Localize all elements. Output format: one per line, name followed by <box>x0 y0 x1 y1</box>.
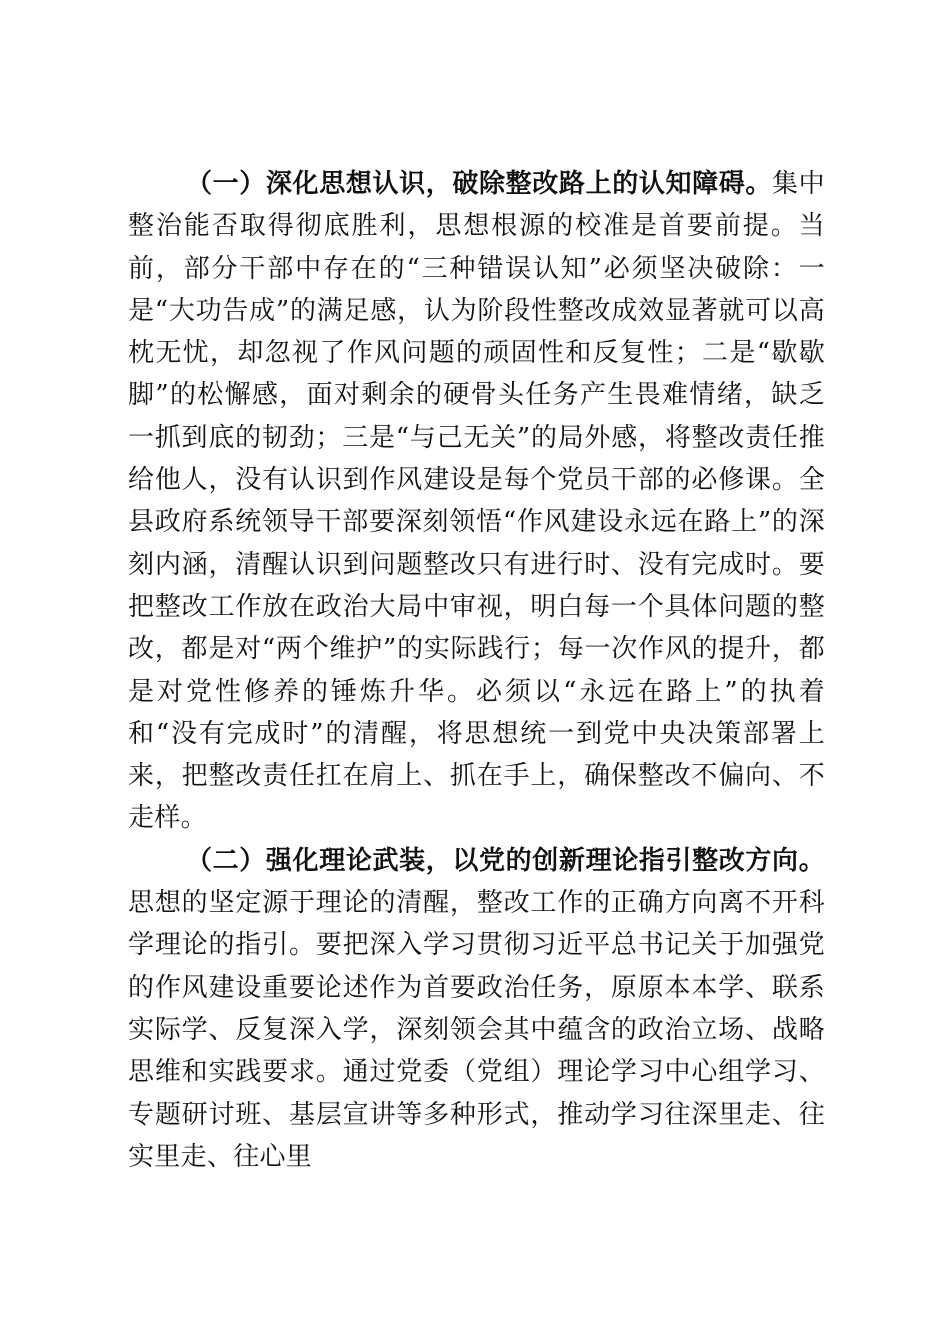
paragraph-2-heading: （二）强化理论武装，以党的创新理论指引整改方向。 <box>186 845 825 876</box>
paragraph-2-body: 思想的坚定源于理论的清醒，整改工作的正确方向离不开科学理论的指引。要把深入学习贯彻习近平总书记关于加强党的作风建设重要论述作为首要政治任务，原原本本学、联系实际学、反复深入学，深刻领会其中蕴含的政治立场、战略思维和实践要求。通过党委（党组）理论学习中心组学习、专题研讨班、基层宣讲等多种形式，推动学习往深里走、往实里走、往心里 <box>128 888 825 1172</box>
document-page <box>128 163 825 1178</box>
paragraph-2 <box>128 840 825 1178</box>
paragraph-1-heading: （一）深化思想认识，破除整改路上的认知障碍。 <box>186 169 773 199</box>
paragraph-1-body: 集中整治能否取得彻底胜利，思想根源的校准是首要前提。当前，部分干部中存在的“三种错误认知”必须坚决破除：一是“大功告成”的满足感，认为阶段性整改成效显著就可以高枕无忧，却忽视了作风问题的顽固性和反复性；二是“歇歇脚”的松懈感，面对剩余的硬骨头任务产生畏难情绪，缺乏一抓到底的韧劲；三是“与己无关”的局外感，将整改责任推给他人，没有认识到作风建设是每个党员干部的必修课。全县政府系统领导干部要深刻领悟“作风建设永远在路上”的深刻内涵，清醒认识到问题整改只有进行时、没有完成时。要把整改工作放在政治大局中审视，明白每一个具体问题的整改，都是对“两个维护”的实际践行；每一次作风的提升，都是对党性修养的锤炼升华。必须以“永远在路上”的执着和“没有完成时”的清醒，将思想统一到党中央决策部署上来，把整改责任扛在肩上、抓在手上，确保整改不偏向、不走样。 <box>128 169 825 834</box>
paragraph-1 <box>128 163 825 840</box>
